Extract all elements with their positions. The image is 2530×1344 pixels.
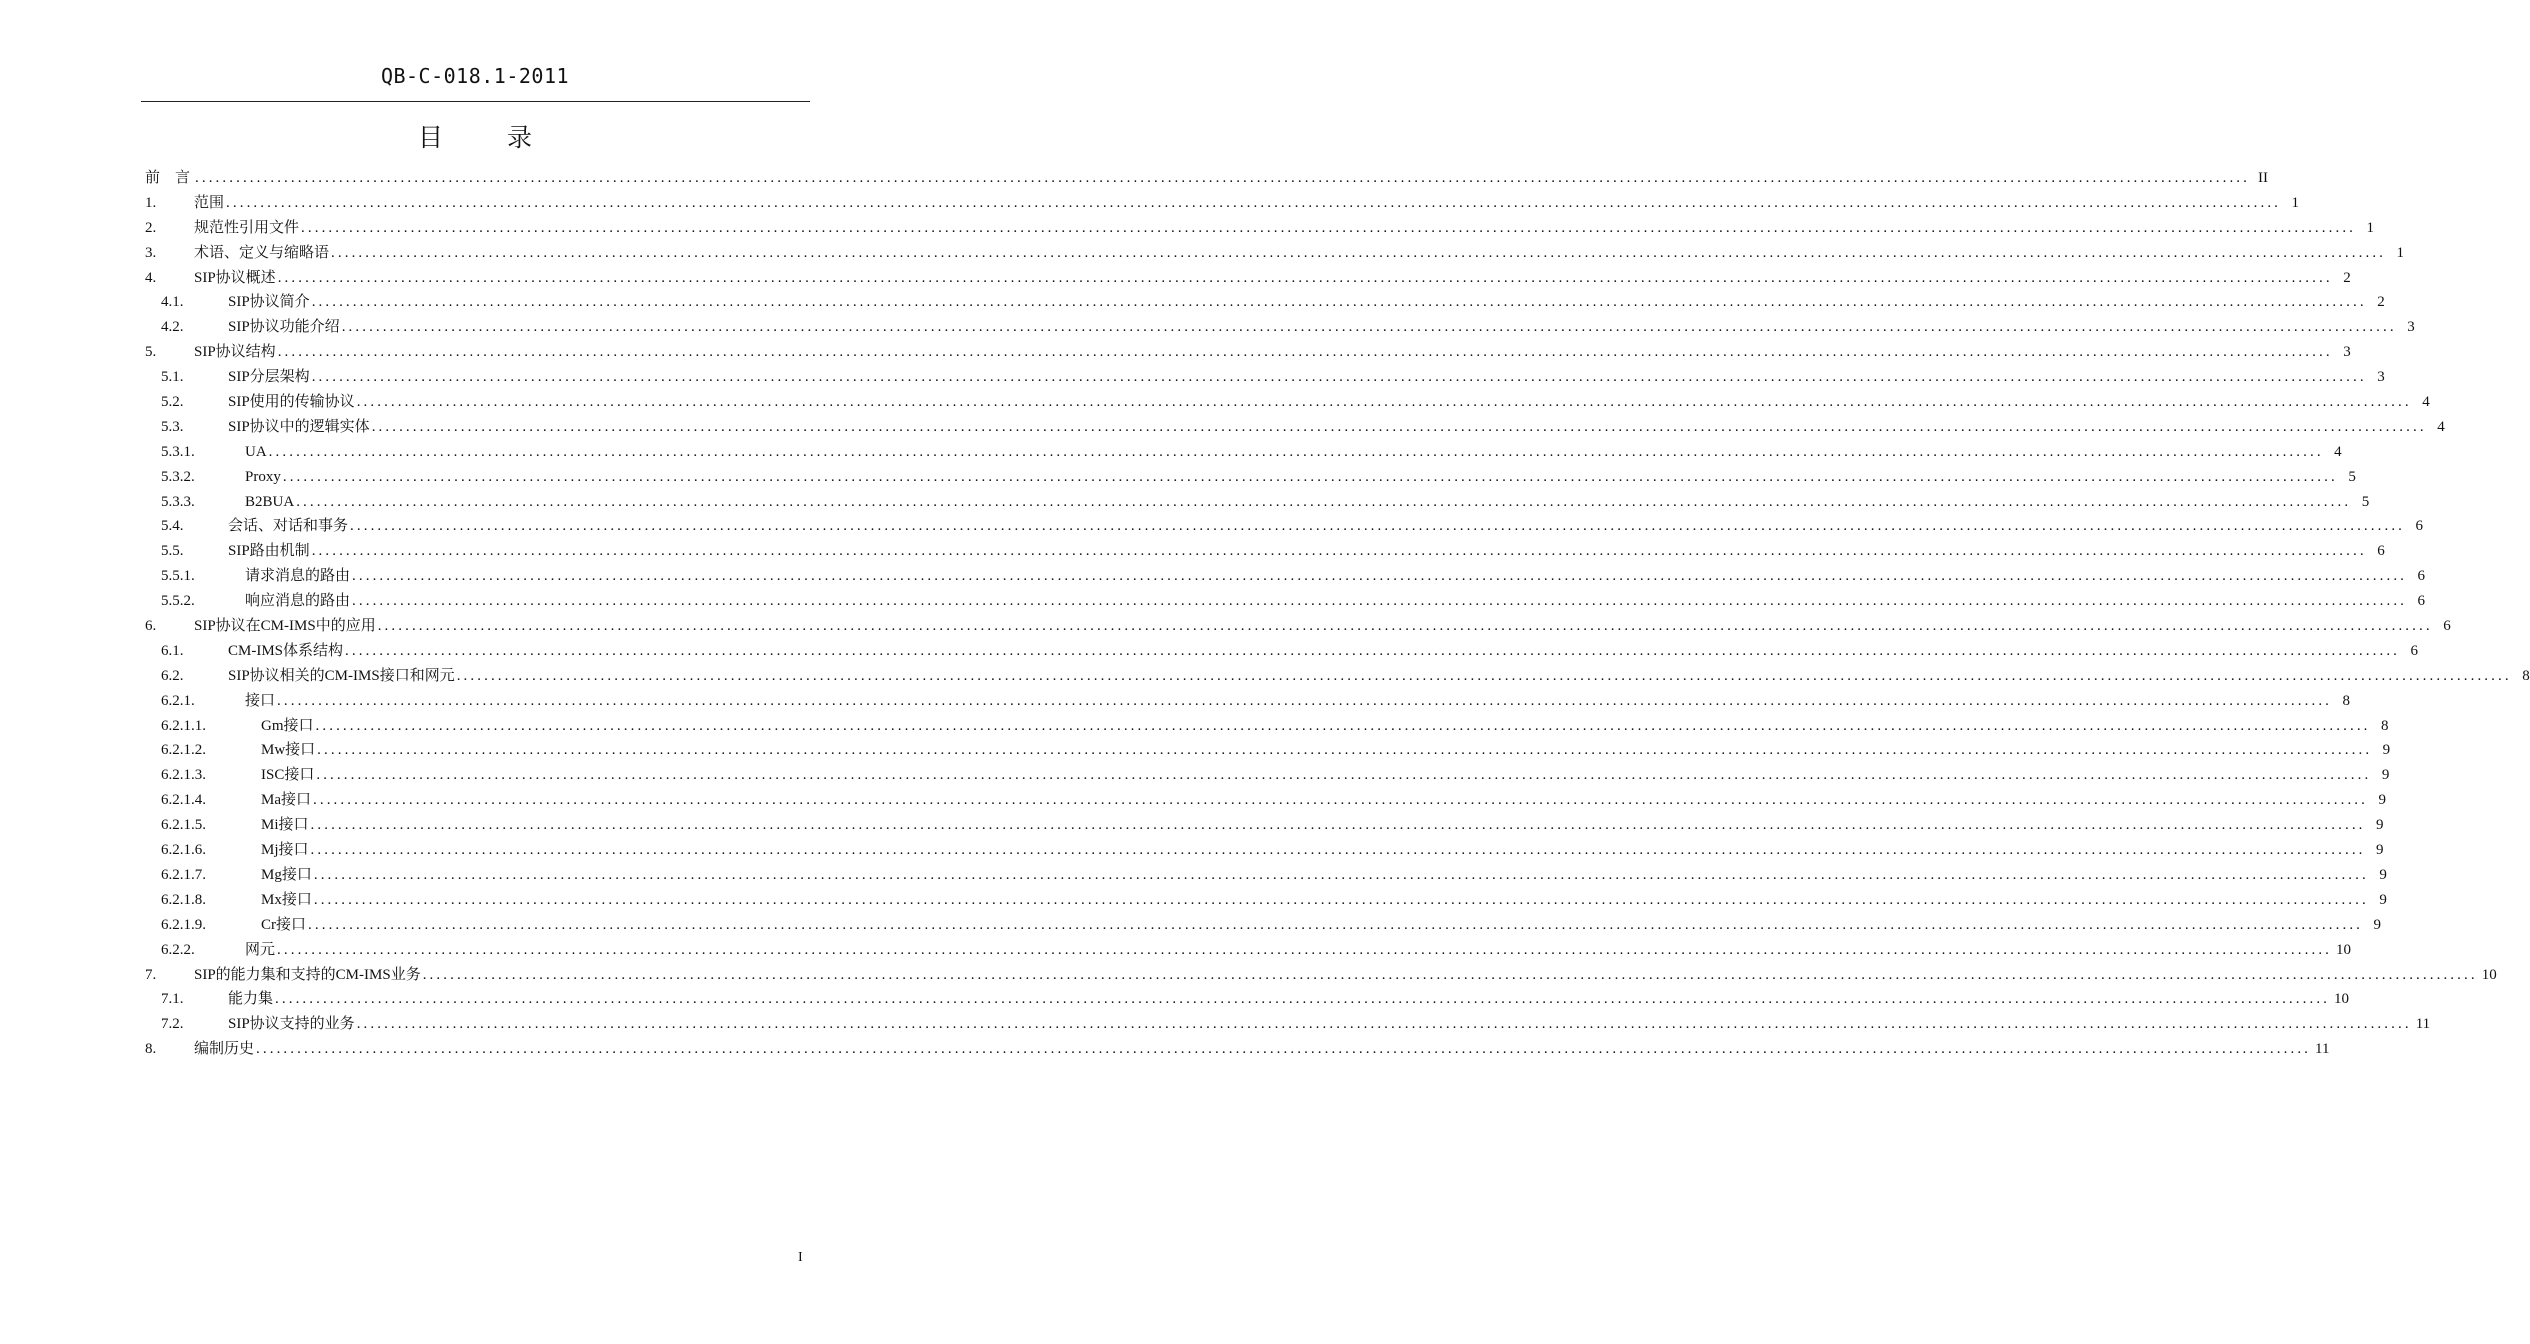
toc-entry-number: 6.1. (161, 642, 184, 659)
toc-entry-number: 6.2.1.1. (161, 717, 206, 734)
toc-entry-number: 6.2.1.7. (161, 866, 206, 883)
toc-leader-dots: ............................................................................................................................................................................................................................................................................................................ (313, 792, 2368, 809)
toc-leader-dots: ............................................................................................................................................................................................................................................................................................................ (311, 294, 2367, 311)
toc-entry-page: 9 (2381, 767, 2390, 784)
toc-leader-dots: ............................................................................................................................................................................................................................................................................................................ (345, 642, 2401, 659)
toc-entry-number: 5.5. (161, 543, 184, 560)
toc-entry-page: 1 (2291, 194, 2300, 211)
toc-entry-title: 编制历史 (194, 1037, 256, 1062)
toc-leader-dots: ............................................................................................................................................................................................................................................................................................................ (226, 194, 2282, 211)
toc-entry-number: 6.2.1. (161, 692, 195, 709)
toc-entry[interactable] (145, 963, 2497, 988)
toc-entry-page: 6 (2377, 543, 2385, 560)
toc-entry[interactable] (145, 639, 2419, 664)
toc-entry[interactable] (145, 415, 2445, 440)
toc-entry-number: 6.2.2. (161, 941, 195, 958)
toc-leader-dots: ............................................................................................................................................................................................................................................................................................................ (311, 543, 2367, 560)
toc-entry-page: 10 (2481, 966, 2497, 983)
toc-entry-title: SIP协议概述 (194, 266, 278, 291)
toc-entry[interactable] (145, 763, 2390, 788)
toc-entry[interactable] (145, 589, 2426, 614)
toc-title: 目 录 (418, 123, 532, 152)
toc-entry-title: 响应消息的路由 (245, 589, 352, 614)
toc-entry-page: 6 (2443, 618, 2451, 635)
toc-entry-title: 网元 (245, 938, 277, 963)
toc-entry-number: 5.1. (161, 369, 184, 386)
toc-entry-title: 会话、对话和事务 (228, 514, 350, 539)
toc-entry-number: 2. (145, 219, 157, 236)
toc-entry-number: 5.3.2. (161, 468, 195, 485)
toc-leader-dots: ............................................................................................................................................................................................................................................................................................................ (352, 568, 2408, 585)
toc-entry[interactable] (145, 913, 2382, 938)
toc-entry-title: B2BUA (245, 490, 296, 515)
toc-entry-page: II (2258, 170, 2268, 186)
toc-entry-title: SIP协议相关的CM-IMS接口和网元 (228, 664, 457, 689)
toc-entry-page: 6 (2417, 593, 2426, 610)
toc-leader-dots: ............................................................................................................................................................................................................................................................................................................ (331, 244, 2387, 261)
toc-entry-page: 1 (2366, 219, 2375, 236)
toc-leader-dots: ............................................................................................................................................................................................................................................................................................................ (350, 518, 2406, 535)
toc-leader-dots: ............................................................................................................................................................................................................................................................................................................ (310, 842, 2366, 859)
toc-entry-title: SIP协议中的逻辑实体 (228, 415, 372, 440)
toc-entry-title: SIP协议支持的业务 (228, 1012, 357, 1037)
toc-entry-number: 6.2.1.4. (161, 792, 206, 809)
toc-leader-dots: ............................................................................................................................................................................................................................................................................................................ (277, 692, 2333, 709)
toc-leader-dots: ............................................................................................................................................................................................................................................................................................................ (268, 443, 2324, 460)
toc-entry-title: Ma接口 (261, 788, 313, 813)
toc-entry-number: 4.2. (161, 319, 184, 336)
toc-entry-number: 5.4. (161, 518, 184, 535)
toc-entry[interactable] (145, 290, 2385, 315)
toc-entry[interactable] (145, 888, 2387, 913)
toc-entry[interactable] (145, 266, 2351, 291)
toc-entry[interactable] (145, 166, 2268, 191)
toc-entry-title: Mg接口 (261, 863, 314, 888)
toc-entry[interactable] (145, 191, 2300, 216)
toc-entry-number: 6. (145, 618, 157, 635)
toc-entry-number: 7.2. (161, 1016, 184, 1033)
toc-entry-title: SIP协议功能介绍 (228, 315, 342, 340)
toc-entry[interactable] (145, 987, 2350, 1012)
toc-leader-dots: ............................................................................................................................................................................................................................................................................................................ (377, 618, 2433, 635)
toc-entry[interactable] (145, 465, 2356, 490)
toc-entry-number: 4.1. (161, 294, 184, 311)
toc-entry-page: 4 (2422, 394, 2430, 411)
toc-entry-page: 5 (2361, 493, 2370, 510)
toc-leader-dots: ............................................................................................................................................................................................................................................................................................................ (277, 344, 2333, 361)
toc-entry-page: 6 (2417, 568, 2426, 585)
toc-leader-dots: ............................................................................................................................................................................................................................................................................................................ (315, 717, 2371, 734)
header-divider (141, 101, 810, 102)
toc-entry[interactable] (145, 315, 2415, 340)
toc-entry-page: 3 (2377, 369, 2385, 386)
toc-entry-number: 6.2.1.8. (161, 891, 206, 908)
toc-entry-number: 5.3.3. (161, 493, 195, 510)
toc-entry-title: Mw接口 (261, 738, 317, 763)
toc-entry-number: 5. (145, 344, 157, 361)
toc-entry[interactable] (145, 689, 2351, 714)
toc-entry[interactable] (145, 788, 2386, 813)
toc-entry-title: 接口 (245, 689, 277, 714)
toc-entry-page: 4 (2437, 418, 2445, 435)
toc-entry-number: 8. (145, 1041, 157, 1058)
toc-leader-dots: ............................................................................................................................................................................................................................................................................................................ (277, 269, 2333, 286)
toc-entry-page: 9 (2382, 742, 2391, 759)
toc-entry-title: Mi接口 (261, 813, 311, 838)
toc-leader-dots: ............................................................................................................................................................................................................................................................................................................ (195, 170, 2250, 186)
toc-entry-page: 10 (2336, 941, 2352, 958)
toc-entry[interactable] (145, 440, 2342, 465)
toc-entry-title: CM-IMS体系结构 (228, 639, 345, 664)
toc-entry[interactable] (145, 340, 2351, 365)
page-number: I (798, 1250, 803, 1265)
toc-leader-dots: ............................................................................................................................................................................................................................................................................................................ (316, 767, 2372, 784)
toc-leader-dots: ............................................................................................................................................................................................................................................................................................................ (301, 219, 2357, 236)
toc-entry-page: 2 (2377, 294, 2385, 311)
toc-entry[interactable] (145, 614, 2451, 639)
toc-entry-title: SIP路由机制 (228, 539, 312, 564)
toc-entry[interactable] (145, 863, 2387, 888)
toc-entry-page: 8 (2522, 667, 2530, 684)
toc-entry-page: 10 (2334, 991, 2350, 1008)
toc-entry-page: 9 (2379, 866, 2387, 883)
toc-entry-number: 6.2. (161, 667, 184, 684)
toc-entry-title: 规范性引用文件 (194, 216, 301, 241)
toc-leader-dots: ............................................................................................................................................................................................................................................................................................................ (352, 593, 2408, 610)
toc-leader-dots: ............................................................................................................................................................................................................................................................................................................ (317, 742, 2373, 759)
toc-leader-dots: ............................................................................................................................................................................................................................................................................................................ (456, 667, 2512, 684)
toc-entry-page: 2 (2343, 269, 2351, 286)
toc-entry-page: 9 (2373, 916, 2382, 933)
toc-leader-dots: ............................................................................................................................................................................................................................................................................................................ (311, 369, 2367, 386)
toc-entry-title: Mj接口 (261, 838, 311, 863)
toc-entry-page: 3 (2407, 319, 2415, 336)
toc-entry-number: 6.2.1.6. (161, 842, 206, 859)
toc-entry-page: 8 (2342, 692, 2351, 709)
toc-entry[interactable] (145, 813, 2384, 838)
toc-leader-dots: ............................................................................................................................................................................................................................................................................................................ (308, 916, 2364, 933)
toc-entry-page: 9 (2376, 842, 2384, 859)
toc-leader-dots: ............................................................................................................................................................................................................................................................................................................ (275, 991, 2331, 1008)
toc-entry[interactable] (145, 738, 2391, 763)
toc-leader-dots: ............................................................................................................................................................................................................................................................................................................ (422, 966, 2478, 983)
toc-entry-number: 5.3. (161, 418, 184, 435)
toc-entry[interactable] (145, 490, 2370, 515)
toc-entry-title: SIP使用的传输协议 (228, 390, 357, 415)
toc-entry-page: 6 (2415, 518, 2424, 535)
toc-entry[interactable] (145, 1037, 2330, 1062)
table-of-contents (145, 166, 2530, 1062)
toc-entry[interactable] (145, 390, 2430, 415)
toc-entry[interactable] (145, 241, 2405, 266)
toc-entry-title: Cr接口 (261, 913, 308, 938)
toc-entry-number: 7. (145, 966, 157, 983)
toc-entry-page: 9 (2378, 792, 2386, 809)
toc-entry[interactable] (145, 938, 2352, 963)
toc-entry-number: 5.5.1. (161, 568, 195, 585)
toc-entry[interactable] (145, 216, 2375, 241)
toc-entry[interactable] (145, 514, 2424, 539)
toc-entry[interactable] (145, 539, 2385, 564)
toc-entry-title: ISC接口 (261, 763, 316, 788)
toc-leader-dots: ............................................................................................................................................................................................................................................................................................................ (256, 1041, 2312, 1058)
toc-leader-dots: ............................................................................................................................................................................................................................................................................................................ (277, 941, 2333, 958)
toc-entry-number: 5.2. (161, 394, 184, 411)
toc-entry[interactable] (145, 838, 2384, 863)
toc-entry-page: 4 (2334, 443, 2342, 460)
toc-leader-dots: ............................................................................................................................................................................................................................................................................................................ (313, 891, 2369, 908)
toc-leader-dots: ............................................................................................................................................................................................................................................................................................................ (310, 817, 2366, 834)
toc-entry-page: 8 (2381, 717, 2389, 734)
toc-leader-dots: ............................................................................................................................................................................................................................................................................................................ (296, 493, 2352, 510)
toc-entry-number: 7.1. (161, 991, 184, 1008)
toc-entry-page: 11 (2315, 1041, 2330, 1058)
toc-entry[interactable] (145, 1012, 2431, 1037)
toc-entry-number: 6.2.1.3. (161, 767, 206, 784)
toc-entry-number: 1. (145, 194, 157, 211)
toc-entry[interactable] (145, 564, 2426, 589)
toc-entry-number: 6.2.1.5. (161, 817, 206, 834)
toc-entry-page: 11 (2415, 1016, 2431, 1033)
toc-leader-dots: ............................................................................................................................................................................................................................................................................................................ (282, 468, 2338, 485)
toc-entry-title: 范围 (194, 191, 226, 216)
toc-entry-title: SIP分层架构 (228, 365, 312, 390)
toc-entry-title: 术语、定义与缩略语 (194, 241, 331, 266)
toc-leader-dots: ............................................................................................................................................................................................................................................................................................................ (371, 418, 2427, 435)
toc-entry-page: 1 (2396, 244, 2405, 261)
toc-entry-number: 5.3.1. (161, 443, 195, 460)
toc-entry-number: 3. (145, 244, 157, 261)
toc-entry-number: 4. (145, 269, 157, 286)
toc-entry[interactable] (145, 365, 2385, 390)
toc-leader-dots: ............................................................................................................................................................................................................................................................................................................ (356, 1016, 2412, 1033)
toc-leader-dots: ............................................................................................................................................................................................................................................................................................................ (313, 866, 2369, 883)
toc-entry-page: 9 (2376, 817, 2384, 834)
toc-entry-page: 3 (2343, 344, 2351, 361)
toc-entry-number: 6.2.1.9. (161, 916, 206, 933)
toc-entry-title: 请求消息的路由 (245, 564, 352, 589)
toc-entry-title: 能力集 (228, 987, 275, 1012)
toc-entry-number: 5.5.2. (161, 593, 195, 610)
toc-entry-page: 6 (2410, 642, 2419, 659)
toc-entry-title: Mx接口 (261, 888, 314, 913)
toc-entry-title: SIP协议结构 (194, 340, 278, 365)
toc-entry-number: 前 言 (145, 170, 191, 186)
toc-entry-title: UA (245, 440, 269, 465)
toc-entry-page: 5 (2348, 468, 2356, 485)
toc-entry-number: 6.2.1.2. (161, 742, 206, 759)
toc-entry-title: Proxy (245, 465, 283, 490)
toc-entry-title: SIP的能力集和支持的CM-IMS业务 (194, 963, 423, 988)
toc-entry[interactable] (145, 714, 2389, 739)
toc-entry-title: SIP协议在CM-IMS中的应用 (194, 614, 378, 639)
document-code: QB-C-018.1-2011 (380, 64, 570, 88)
toc-entry-title: Gm接口 (261, 714, 316, 739)
toc-leader-dots: ............................................................................................................................................................................................................................................................................................................ (341, 319, 2397, 336)
toc-leader-dots: ............................................................................................................................................................................................................................................................................................................ (356, 394, 2412, 411)
toc-entry[interactable] (145, 664, 2530, 689)
toc-entry-page: 9 (2379, 891, 2387, 908)
toc-entry-title: SIP协议简介 (228, 290, 312, 315)
